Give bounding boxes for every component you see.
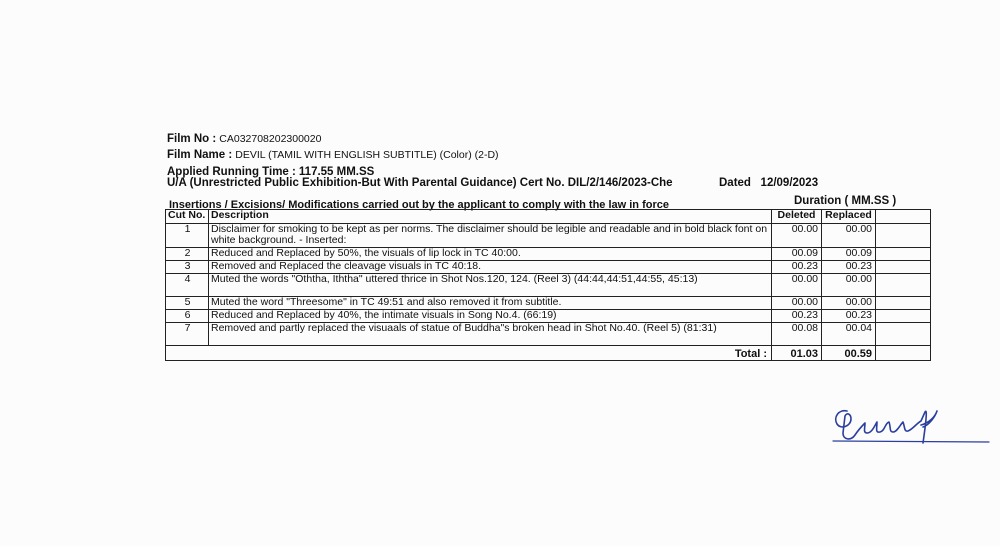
cut-no: 1: [166, 224, 209, 248]
cut-description: Muted the word "Threesome" in TC 49:51 and also removed it from subtitle.: [209, 297, 772, 310]
cut-deleted: 00.00: [772, 274, 822, 297]
cut-description: Reduced and Replaced by 40%, the intimate visuals in Song No.4. (66:19): [209, 310, 772, 323]
total-deleted: 01.03: [772, 346, 822, 361]
cut-description: Reduced and Replaced by 50%, the visuals of lip lock in TC 40:00.: [209, 248, 772, 261]
cut-deleted: 00.23: [772, 261, 822, 274]
film-no-label: Film No :: [167, 133, 217, 145]
certificate-line: [167, 177, 819, 189]
cuts-table: [165, 209, 931, 361]
col-deleted: Deleted: [772, 210, 822, 224]
cut-no: 7: [166, 323, 209, 346]
cut-blank: [876, 297, 931, 310]
cert-text: U/A (Unrestricted Public Exhibition-But With Parental Guidance) Cert No.: [167, 177, 565, 189]
film-name-value: DEVIL (TAMIL WITH ENGLISH SUBTITLE) (Color) (2-D): [235, 149, 499, 161]
cut-blank: [876, 274, 931, 297]
cut-replaced: 00.23: [822, 310, 876, 323]
cut-deleted: 00.00: [772, 224, 822, 248]
film-name-label: Film Name :: [167, 149, 233, 161]
cut-replaced: 00.00: [822, 274, 876, 297]
signature-icon: [825, 395, 990, 450]
film-no-value: CA032708202300020: [219, 133, 322, 145]
table-row: [166, 224, 931, 248]
col-cut-no: Cut No.: [166, 210, 209, 224]
cut-blank: [876, 323, 931, 346]
table-row: [166, 274, 931, 297]
cut-blank: [876, 261, 931, 274]
table-row: [166, 248, 931, 261]
duration-heading: Duration ( MM.SS ): [794, 195, 897, 207]
cut-no: 4: [166, 274, 209, 297]
cut-deleted: 00.00: [772, 297, 822, 310]
cut-description: Disclaimer for smoking to be kept as per norms. The disclaimer should be legible and readable and in bold black font on white background. - Inserted:: [209, 224, 772, 248]
insertions-heading: Insertions / Excisions/ Modifications carried out by the applicant to comply with the law in force: [169, 199, 669, 211]
cut-blank: [876, 224, 931, 248]
cert-no: DIL/2/146/2023-Che: [567, 177, 673, 189]
cut-no: 2: [166, 248, 209, 261]
dated-label: Dated: [719, 177, 751, 189]
table-row: [166, 261, 931, 274]
dated-value: 12/09/2023: [760, 177, 819, 189]
cut-description: Removed and Replaced the cleavage visuals in TC 40:18.: [209, 261, 772, 274]
cut-replaced: 00.09: [822, 248, 876, 261]
cut-deleted: 00.23: [772, 310, 822, 323]
col-blank: [876, 210, 931, 224]
cut-blank: [876, 310, 931, 323]
film-name-line: [167, 149, 499, 161]
cut-description: Muted the words "Oththa, Iththa" uttered thrice in Shot Nos.120, 124. (Reel 3) (44:44,44:51,44:55, 45:13): [209, 274, 772, 297]
table-row: [166, 310, 931, 323]
cut-description: Removed and partly replaced the visuaals of statue of Buddha"s broken head in Shot No.40. (Reel 5) (81:31): [209, 323, 772, 346]
film-no-line: [167, 133, 321, 145]
running-time-value: 117.55 MM.SS: [298, 166, 375, 178]
running-time-label: Applied Running Time :: [167, 166, 296, 178]
cut-deleted: 00.08: [772, 323, 822, 346]
cut-replaced: 00.04: [822, 323, 876, 346]
cut-no: 3: [166, 261, 209, 274]
col-description: Description: [209, 210, 772, 224]
total-blank: [876, 346, 931, 361]
table-header-row: [166, 210, 931, 224]
table-row: [166, 297, 931, 310]
total-replaced: 00.59: [822, 346, 876, 361]
cut-no: 5: [166, 297, 209, 310]
cut-deleted: 00.09: [772, 248, 822, 261]
cert-date: [719, 177, 818, 189]
total-label: Total :: [166, 346, 772, 361]
cut-no: 6: [166, 310, 209, 323]
cut-replaced: 00.00: [822, 297, 876, 310]
table-row: [166, 323, 931, 346]
total-row: [166, 346, 931, 361]
cut-blank: [876, 248, 931, 261]
cut-replaced: 00.00: [822, 224, 876, 248]
cut-replaced: 00.23: [822, 261, 876, 274]
col-replaced: Replaced: [822, 210, 876, 224]
